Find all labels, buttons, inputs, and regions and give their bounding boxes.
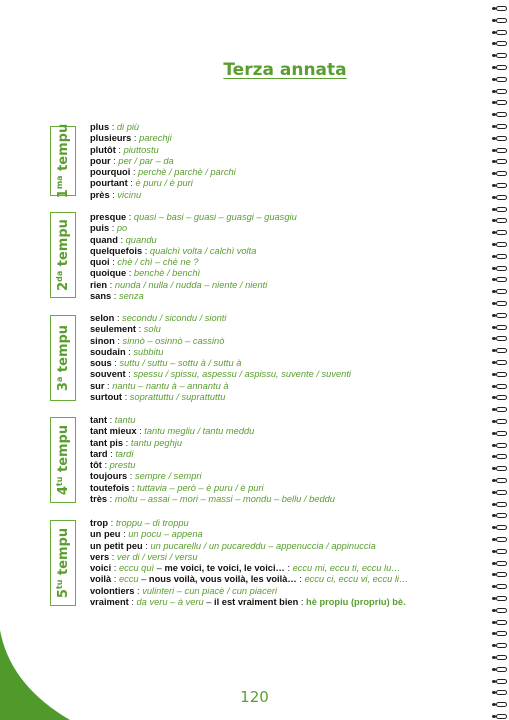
section-tab-label: $4^{tu}$ tempu — [54, 424, 72, 496]
list-item: volontiers : vulinteri – cun piacè / cun piaceri — [90, 585, 278, 596]
binding-ring — [496, 136, 507, 141]
binding-ring — [496, 218, 507, 223]
binding-ring — [496, 572, 507, 577]
list-item: vraiment : da veru – à veru – il est vraiment bien : hè propiu (propriu) bè. — [90, 597, 406, 608]
list-item: rien : nunda / nulla / nudda – niente / nienti — [90, 279, 268, 290]
list-item: toujours : sempre / sempri — [90, 471, 202, 482]
spiral-binding — [493, 0, 509, 720]
binding-ring — [496, 372, 507, 377]
entry-list — [90, 313, 351, 403]
binding-ring — [496, 679, 507, 684]
binding-ring — [496, 148, 507, 153]
list-item: tôt : prestu — [90, 460, 136, 471]
list-item: quoique : benchè / benchì — [90, 268, 201, 279]
binding-ring — [496, 549, 507, 554]
list-item: un peu : un pocu – appena — [90, 529, 203, 540]
binding-ring — [496, 407, 507, 412]
list-item: sans : senza — [90, 291, 144, 302]
binding-ring — [496, 466, 507, 471]
list-item: puis : po — [90, 223, 128, 234]
binding-ring — [496, 77, 507, 82]
binding-ring — [496, 89, 507, 94]
section-tab-label: $2^{da}$ tempu — [54, 219, 72, 291]
section-tab-label: $5^{tu}$ tempu — [54, 527, 72, 599]
binding-ring — [496, 325, 507, 330]
binding-ring — [496, 65, 507, 70]
section-tab — [50, 520, 76, 606]
list-item: pourquoi : perchè / parchè / parchi — [90, 167, 236, 178]
list-item: soudain : subbitu — [90, 346, 164, 357]
list-item: surtout : soprattuttu / suprattuttu — [90, 392, 226, 403]
entry-list — [90, 212, 297, 302]
list-item: près : vicinu — [90, 189, 142, 200]
binding-ring — [496, 454, 507, 459]
binding-ring — [496, 183, 507, 188]
list-item: toutefois : tuttavia – però – è puru / è puri — [90, 482, 264, 493]
binding-ring — [496, 348, 507, 353]
list-item: sinon : sinnò – osinnò – cassinò — [90, 335, 225, 346]
binding-ring — [496, 667, 507, 672]
binding-ring — [496, 6, 507, 11]
binding-ring — [496, 266, 507, 271]
binding-ring — [496, 360, 507, 365]
binding-ring — [496, 100, 507, 105]
binding-ring — [496, 513, 507, 518]
entry-list — [90, 122, 236, 201]
binding-ring — [496, 301, 507, 306]
binding-ring — [496, 537, 507, 542]
binding-ring — [496, 124, 507, 129]
binding-ring — [496, 53, 507, 58]
list-item: voici : eccu quì – me voici, te voici, le voici… : eccu mi, eccu ti, eccu lu… — [90, 563, 401, 574]
section-tab — [50, 123, 76, 199]
binding-ring — [496, 561, 507, 566]
section-tab-label: $1^{ma}$ tempu — [54, 123, 72, 199]
binding-ring — [496, 336, 507, 341]
list-item: voilà : eccu – nous voilà, vous voilà, les voilà… : eccu ci, eccu vi, eccu li… — [90, 574, 409, 585]
binding-ring — [496, 502, 507, 507]
binding-ring — [496, 631, 507, 636]
list-item: vers : ver di / versi / versu — [90, 551, 198, 562]
entry-list — [90, 415, 335, 505]
binding-ring — [496, 18, 507, 23]
binding-ring — [496, 41, 507, 46]
binding-ring — [496, 643, 507, 648]
binding-ring — [496, 443, 507, 448]
list-item: quelquefois : qualchì volta / calchì volta — [90, 245, 257, 256]
binding-ring — [496, 596, 507, 601]
list-item: tant pis : tantu peghju — [90, 437, 182, 448]
binding-ring — [496, 395, 507, 400]
section-tab — [50, 417, 76, 503]
list-item: plusieurs : parechji — [90, 133, 172, 144]
binding-ring — [496, 230, 507, 235]
binding-ring — [496, 714, 507, 719]
binding-ring — [496, 242, 507, 247]
binding-ring — [496, 702, 507, 707]
binding-ring — [496, 620, 507, 625]
list-item: un petit peu : un pucarellu / un pucareddu – appenuccia / appinuccia — [90, 540, 376, 551]
list-item: tant mieux : tantu megliu / tantu meddu — [90, 426, 255, 437]
binding-ring — [496, 313, 507, 318]
binding-ring — [496, 431, 507, 436]
section-tab — [50, 212, 76, 298]
binding-ring — [496, 608, 507, 613]
list-item: tard : tardi — [90, 448, 134, 459]
binding-ring — [496, 384, 507, 389]
binding-ring — [496, 289, 507, 294]
green-corner-decoration — [0, 630, 70, 720]
list-item: tant : tantu — [90, 415, 136, 425]
section-tab — [50, 315, 76, 401]
page-title: Terza annata — [223, 60, 347, 80]
binding-ring — [496, 525, 507, 530]
list-item: pourtant : è puru / è puri — [90, 178, 193, 189]
list-item: très : moltu – assai – mori – massi – mondu – bellu / beddu — [90, 494, 335, 505]
list-item: plutôt : piuttostu — [90, 144, 159, 155]
binding-ring — [496, 207, 507, 212]
binding-ring — [496, 30, 507, 35]
list-item: presque : quasi – basi – guasi – guasgi – guasgiu — [90, 212, 297, 222]
binding-ring — [496, 655, 507, 660]
binding-ring — [496, 171, 507, 176]
binding-ring — [496, 478, 507, 483]
list-item: quoi : chè / chì – chè ne ? — [90, 257, 199, 268]
list-item: sous : suttu / suttu – sottu à / suttu à — [90, 358, 242, 369]
binding-ring — [496, 584, 507, 589]
list-item: plus : di più — [90, 122, 140, 132]
section-tab-label: 3$^a$ tempu — [54, 324, 72, 392]
binding-ring — [496, 112, 507, 117]
binding-ring — [496, 254, 507, 259]
list-item: trop : troppu – di troppu — [90, 518, 189, 528]
binding-ring — [496, 419, 507, 424]
page-number: 120 — [240, 688, 269, 706]
binding-ring — [496, 277, 507, 282]
entry-list — [90, 518, 408, 608]
binding-ring — [496, 159, 507, 164]
list-item: selon : secondu / sicondu / sionti — [90, 313, 227, 323]
binding-ring — [496, 490, 507, 495]
list-item: sur : nantu – nantu à – annantu à — [90, 380, 229, 391]
list-item: souvent : spessu / spissu, aspessu / aspissu, suvente / suventi — [90, 369, 351, 380]
binding-ring — [496, 195, 507, 200]
list-item: seulement : solu — [90, 324, 161, 335]
binding-ring — [496, 690, 507, 695]
list-item: quand : quandu — [90, 234, 157, 245]
list-item: pour : per / par – da — [90, 155, 174, 166]
